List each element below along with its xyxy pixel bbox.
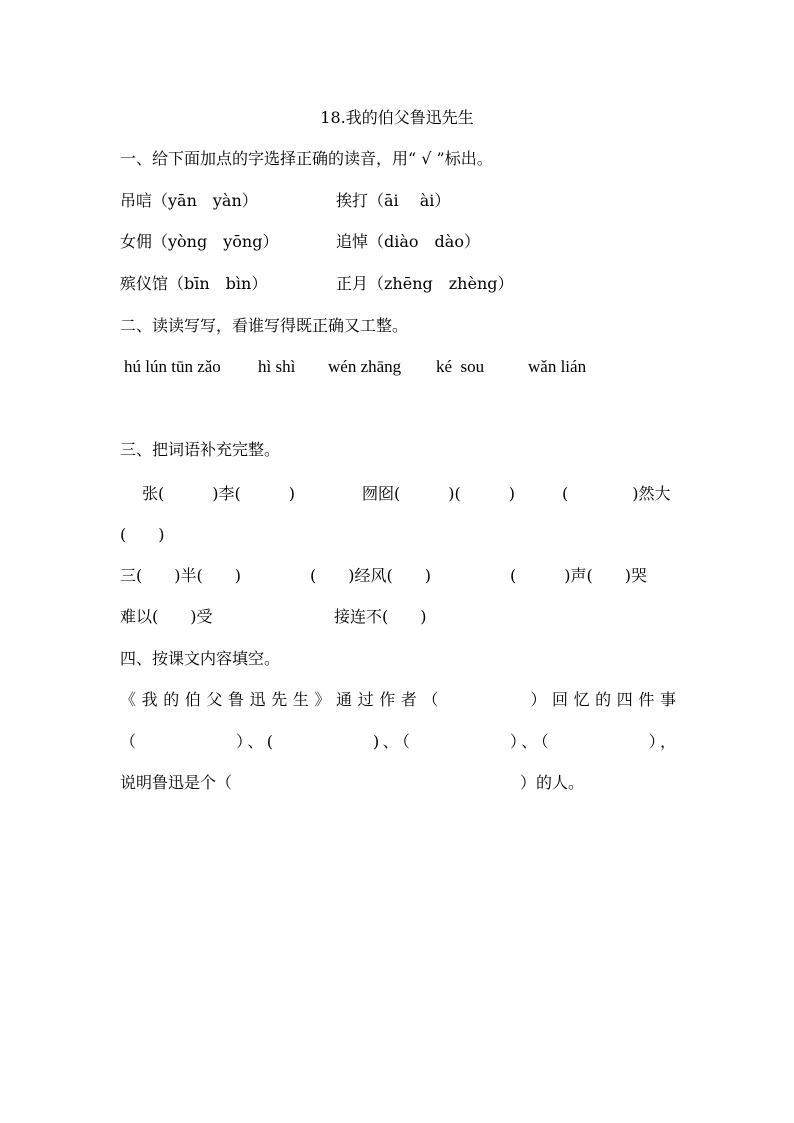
idiom-blank: ( )然大 bbox=[562, 484, 671, 503]
section2-heading: 二、读读写写，看谁写得既正确又工整。 bbox=[120, 316, 409, 335]
idiom-blank: 难以( )受 bbox=[120, 607, 213, 626]
pinyin-word: hú lún tūn zǎo bbox=[124, 357, 221, 376]
fill-in-sentence: 说明鲁迅是个（ ）的人。 bbox=[120, 773, 585, 792]
fill-in-sentence: 《我的伯父鲁迅先生》通过作者（ ）回忆的四件事 bbox=[120, 690, 676, 709]
idiom-blank: 三( )半( ) bbox=[120, 566, 241, 585]
page-title: 18.我的伯父鲁迅先生 bbox=[320, 108, 474, 127]
pinyin-word: hì shì bbox=[258, 357, 296, 376]
pinyin-word: wǎn lián bbox=[528, 357, 587, 376]
pinyin-word: ké sou bbox=[436, 357, 485, 376]
section4-heading: 四、按课文内容填空。 bbox=[120, 649, 281, 668]
idiom-blank: ( )经风( ) bbox=[310, 566, 431, 585]
idiom-blank: ( )声( )哭 bbox=[510, 566, 647, 585]
pinyin-word: wén zhāng bbox=[328, 357, 402, 376]
section3-heading: 三、把词语补充完整。 bbox=[120, 440, 281, 459]
idiom-blank: 接连不( ) bbox=[334, 607, 427, 626]
pronunciation-item: 追悼（diào dào） bbox=[336, 232, 480, 251]
section1-heading: 一、给下面加点的字选择正确的读音，用“ √ ”标出。 bbox=[120, 149, 493, 168]
fill-in-sentence: （ ）、( )、（ ）、（ ）， bbox=[120, 732, 676, 751]
pronunciation-item: 挨打（āi ài） bbox=[336, 191, 451, 210]
pronunciation-item: 女佣（yòng yōng） bbox=[120, 232, 279, 251]
pronunciation-item: 殡仪馆（bīn bìn） bbox=[120, 274, 268, 293]
idiom-blank: ( ) bbox=[120, 525, 165, 544]
pronunciation-item: 正月（zhēng zhèng） bbox=[336, 274, 514, 293]
idiom-blank: 囫囵( )( ) bbox=[362, 484, 515, 503]
idiom-blank: 张( )李( ) bbox=[142, 484, 295, 503]
pronunciation-item: 吊唁（yān yàn） bbox=[120, 191, 258, 210]
